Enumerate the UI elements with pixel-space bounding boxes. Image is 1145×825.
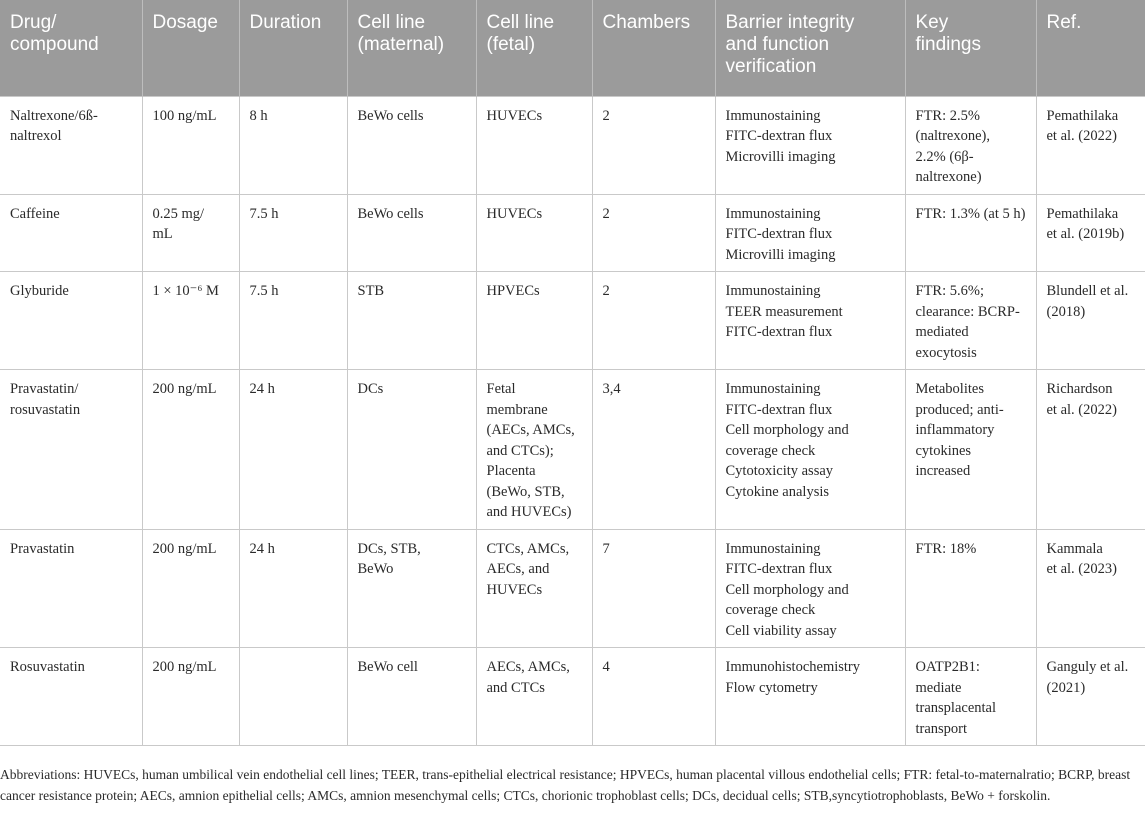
cell-text: AECs, AMCs, [486,659,570,675]
table-cell [715,194,905,272]
table-cell [905,272,1036,370]
cell-text: Pravastatin/ [10,381,79,397]
table-cell [239,370,347,530]
table-cell [347,272,476,370]
cell-text: 2.2% (6β- [915,148,974,165]
cell-text: Fetal [486,381,516,397]
cell-text: coverage check [725,442,816,459]
column-header-text: findings [915,34,981,55]
table-cell [905,194,1036,272]
table-header [0,0,1145,96]
table-row [0,272,1145,370]
cell-text: STB [357,283,385,299]
column-header-text: Key [915,12,949,33]
cell-text: increased [915,463,971,479]
cell-text: and CTCs [486,679,545,696]
column-header-text: Barrier integrity [725,12,855,33]
table-cell [476,194,592,272]
cell-text: Pravastatin [10,540,75,557]
cell-text: 1 × 10⁻⁶ M [152,283,219,299]
column-header [142,0,239,96]
cell-text: Immunostaining [725,107,821,124]
column-header [592,0,715,96]
cell-text: DCs [357,381,384,397]
column-header [1036,0,1145,96]
cell-text: (naltrexone), [915,128,990,144]
column-header [715,0,905,96]
cell-text: et al. (2019b) [1046,226,1125,242]
table-cell [0,648,142,746]
cell-text: 4 [602,659,610,675]
cell-text: and HUVECs) [486,504,572,520]
cell-text: Caffeine [10,205,60,222]
table-cell [142,272,239,370]
table-cell [592,529,715,648]
cell-text: Immunostaining [725,381,821,397]
column-header-text: Drug/ [10,12,57,33]
cell-text: FITC-dextran flux [725,128,833,144]
cell-text: 24 h [249,381,275,397]
table-cell [1036,96,1145,194]
table-cell [0,96,142,194]
table-cell [905,648,1036,746]
cell-text: 2 [602,205,610,222]
column-header-text: Cell line [486,12,555,33]
cell-text: Flow cytometry [725,679,818,696]
cell-text: produced; anti- [915,401,1004,418]
column-header [476,0,592,96]
table-cell [476,648,592,746]
cell-text: OATP2B1: [915,659,980,675]
cell-text: et al. (2022) [1046,401,1117,418]
table-cell [142,370,239,530]
table-cell [1036,194,1145,272]
table-cell [0,370,142,530]
cell-text: and CTCs); [486,442,554,459]
cell-text: FTR: 5.6%; [915,283,984,299]
cell-text: 200 ng/mL [152,381,217,397]
cell-text: membrane [486,401,548,418]
cell-text: HUVECs [486,205,543,222]
column-header-text: Duration [249,12,322,33]
cell-text: naltrexone) [915,169,982,185]
table-cell [715,96,905,194]
cell-text: BeWo cell [357,659,418,675]
cell-text: FTR: 2.5% [915,107,980,124]
table-cell [239,96,347,194]
cell-text: FITC-dextran flux [725,324,833,340]
cell-text: clearance: BCRP- [915,303,1020,320]
cell-text: Ganguly et al. [1046,659,1129,675]
table-cell [142,96,239,194]
cell-text: (BeWo, STB, [486,483,565,500]
cell-text: TEER measurement [725,303,843,320]
cell-text: FITC-dextran flux [725,401,833,418]
table-cell [905,370,1036,530]
cell-text: FITC-dextran flux [725,226,833,242]
column-header [347,0,476,96]
column-header-text: Ref. [1046,12,1082,33]
column-header-text: (fetal) [486,34,536,55]
cell-text: CTCs, AMCs, [486,540,570,557]
column-header-text: verification [725,56,817,77]
cell-text: cytokines [915,442,972,459]
cell-text: (2018) [1046,303,1086,320]
cell-text: Pemathilaka [1046,107,1119,124]
cell-text: mediated [915,324,969,340]
cell-text: 24 h [249,540,275,557]
table-cell [347,96,476,194]
cell-text: FITC-dextran flux [725,561,833,577]
cell-text: Glyburide [10,283,69,299]
cell-text: AECs, and [486,561,550,577]
table-cell [142,648,239,746]
cell-text: transport [915,720,968,737]
table-cell [1036,648,1145,746]
table-cell [239,529,347,648]
table-cell [592,272,715,370]
cell-text: inflammatory [915,422,995,438]
table-cell [142,194,239,272]
cell-text: Cytokine analysis [725,483,830,500]
table-cell [592,96,715,194]
cell-text: BeWo [357,561,394,577]
cell-text: (AECs, AMCs, [486,422,575,438]
cell-text: 7 [602,540,610,557]
footnote-line: Abbreviations: HUVECs, human umbilical vein endothelial cell lines; TEER, trans-epithelial electrical resistance; HPVECs, human placental villous endothelial cells; FTR: fetal-to-maternal [0,767,1027,782]
cell-text: exocytosis [915,344,977,361]
cell-text: Cytotoxicity assay [725,463,834,479]
table-cell [715,648,905,746]
table-cell [0,529,142,648]
cell-text: 8 h [249,107,268,124]
column-header-text: (maternal) [357,34,445,55]
column-header-text: and function [725,34,830,55]
table-cell [239,648,347,746]
header-row [0,0,1145,96]
table-cell [476,96,592,194]
cell-text: Cell viability assay [725,622,837,639]
table-cell [715,272,905,370]
column-header [239,0,347,96]
table-cell [142,529,239,648]
table-cell [347,648,476,746]
cell-text: transplacental [915,700,997,716]
footnote-line: ratio; BCRP, breast cancer resistance protein; AECs, amnion epithelial cells; AMCs, amnion mesenchymal cells; CTCs, chorionic trophoblast cells; DCs, decidual cells; STB, [0,767,1131,803]
cell-text: 100 ng/mL [152,107,217,124]
cell-text: (2021) [1046,679,1086,696]
table-cell [347,529,476,648]
column-header-text: Cell line [357,12,426,33]
table-cell [0,194,142,272]
table-cell [476,529,592,648]
table-cell [905,96,1036,194]
cell-text: coverage check [725,602,816,618]
cell-text: Metabolites [915,381,984,397]
table-row [0,96,1145,194]
cell-text: HPVECs [486,283,540,299]
column-header [0,0,142,96]
table-cell [239,194,347,272]
cell-text: 0.25 mg/ [152,205,205,222]
cell-text: et al. (2023) [1046,561,1117,577]
cell-text: 3,4 [602,381,621,397]
cell-text: mL [152,226,173,242]
cell-text: FTR: 1.3% (at 5 h) [915,205,1026,222]
cell-text: Immunostaining [725,540,821,557]
cell-text: Immunostaining [725,283,821,299]
table-cell [592,648,715,746]
table-cell [1036,272,1145,370]
cell-text: 200 ng/mL [152,540,217,557]
cell-text: Rosuvastatin [10,659,85,675]
table-row [0,370,1145,530]
table-cell [347,370,476,530]
table-body [0,96,1145,746]
table-row [0,194,1145,272]
table-cell [476,370,592,530]
table-cell [239,272,347,370]
cell-text: mediate [915,679,962,696]
abbreviations-footnote [0,765,1145,806]
table-cell [1036,370,1145,530]
cell-text: 7.5 h [249,283,279,299]
cell-text: rosuvastatin [10,401,81,418]
table-cell [476,272,592,370]
cell-text: BeWo cells [357,205,424,222]
cell-text: 7.5 h [249,205,279,222]
cell-text: HUVECs [486,107,543,124]
cell-text: 2 [602,107,610,124]
table-cell [592,370,715,530]
column-header-text: Dosage [152,12,218,33]
cell-text: HUVECs [486,581,543,598]
cell-text: Immunohistochemistry [725,659,861,675]
cell-text: 200 ng/mL [152,659,217,675]
column-header-text: Chambers [602,12,691,33]
cell-text: Immunostaining [725,205,821,222]
cell-text: Cell morphology and [725,581,849,598]
cell-text: Kammala [1046,540,1103,557]
cell-text: naltrexol [10,128,62,144]
cell-text: Placenta [486,463,536,479]
cell-text: Microvilli imaging [725,246,836,263]
table-cell [905,529,1036,648]
cell-text: Pemathilaka [1046,205,1119,222]
cell-text: Blundell et al. [1046,283,1129,299]
cell-text: FTR: 18% [915,540,977,557]
column-header-text: compound [10,34,99,55]
table-row [0,648,1145,746]
table-cell [0,272,142,370]
cell-text: Microvilli imaging [725,148,836,165]
table-cell [347,194,476,272]
table-cell [1036,529,1145,648]
cell-text: BeWo cells [357,107,424,124]
cell-text: et al. (2022) [1046,128,1117,144]
footnote-line: syncytiotrophoblasts, BeWo + forskolin. [831,787,1051,803]
table-row [0,529,1145,648]
table-cell [592,194,715,272]
cell-text: Cell morphology and [725,422,849,438]
cell-text: Naltrexone/6ß- [10,107,98,124]
cell-text: 2 [602,283,610,299]
cell-text: DCs, STB, [357,540,421,557]
cell-text: Richardson [1046,381,1113,397]
column-header [905,0,1036,96]
table-cell [715,529,905,648]
table-cell [715,370,905,530]
